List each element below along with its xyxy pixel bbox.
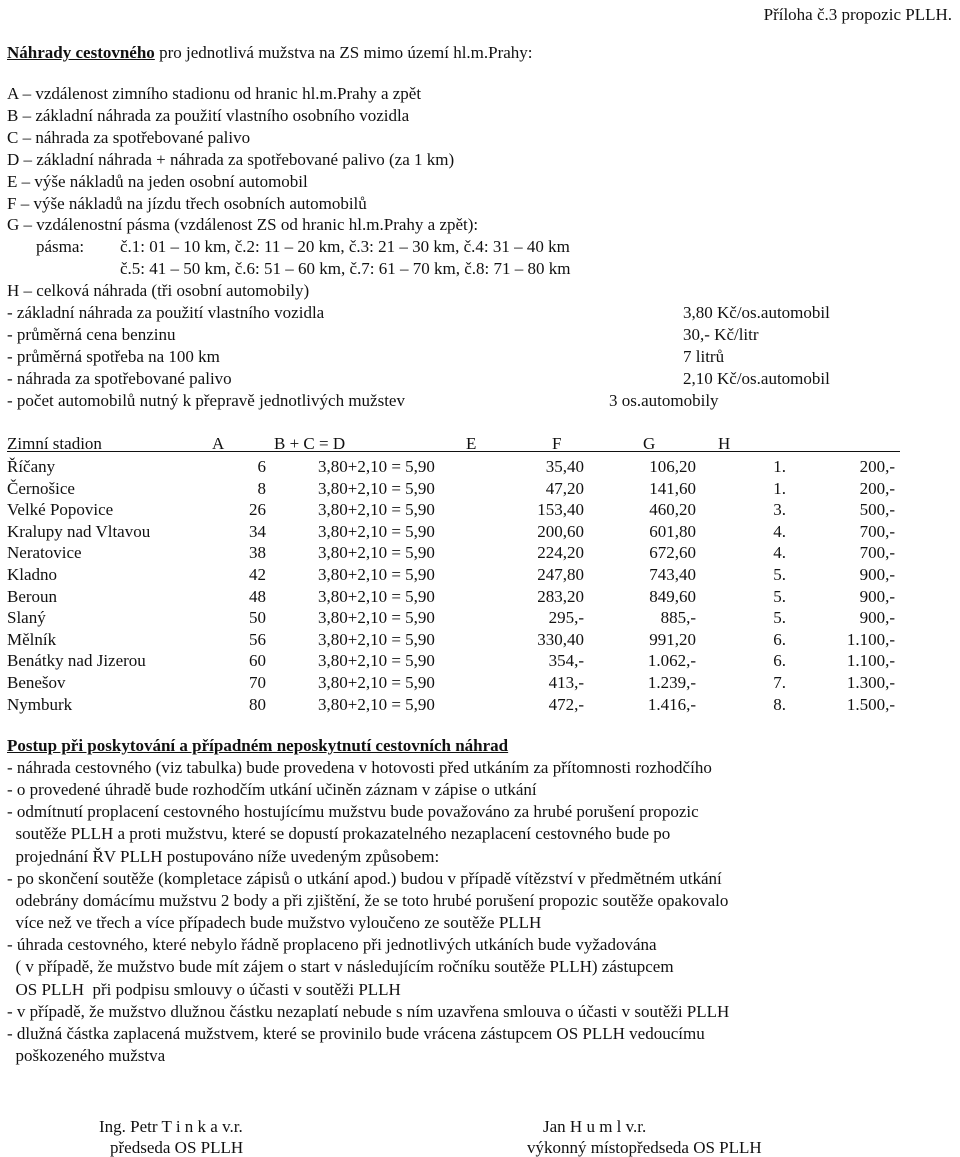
zones-line-1: č.1: 01 – 10 km, č.2: 11 – 20 km, č.3: 21 – 30 km, č.4: 31 – 40 km xyxy=(120,237,570,256)
cell-stadium: Neratovice xyxy=(7,543,82,563)
cell-a: 8 xyxy=(257,478,266,498)
table-header-rule xyxy=(7,451,900,452)
cell-bcd: 3,80+2,10 = 5,90 xyxy=(318,651,435,671)
cell-g: 5. xyxy=(773,565,786,584)
cell-e: 283,20 xyxy=(537,586,584,606)
cell-h: 500,- xyxy=(859,500,895,520)
procedure-line: - dlužná částka zaplacená mužstvem, které se provinilo bude vrácena zástupcem OS PLLH vedoucímu xyxy=(7,1023,705,1043)
header-e: E xyxy=(466,434,477,453)
param-value: 30,- Kč/litr xyxy=(683,325,759,344)
cell-bcd: 3,80+2,10 = 5,90 xyxy=(318,500,435,520)
procedure-line: odebrány domácímu mužstvu 2 body a při zjištění, že se toto hrubé porušení propozic soutěže opakovalo xyxy=(7,890,729,910)
cell-stadium: Beroun xyxy=(7,586,58,606)
cell-bcd: 3,80+2,10 = 5,90 xyxy=(318,565,435,584)
procedure-line: - úhrada cestovného, které nebylo řádně proplaceno při jednotlivých utkáních bude vyžadována xyxy=(7,935,657,955)
procedure-title: Postup při poskytování a případném neposkytnutí cestovních náhrad xyxy=(7,736,509,755)
signature-role: předseda OS PLLH xyxy=(110,1138,244,1157)
cell-g: 5. xyxy=(773,586,786,606)
cell-a: 48 xyxy=(249,586,266,606)
cell-f: 743,40 xyxy=(649,565,696,584)
cell-a: 50 xyxy=(249,608,266,628)
cell-a: 60 xyxy=(249,651,266,671)
zones-line-2: č.5: 41 – 50 km, č.6: 51 – 60 km, č.7: 61 – 70 km, č.8: 71 – 80 km xyxy=(120,259,571,278)
cell-stadium: Benátky nad Jizerou xyxy=(7,651,146,671)
page-title-rest: pro jednotlivá mužstva na ZS mimo území hl.m.Prahy: xyxy=(154,43,533,62)
signature-name: Jan H u m l v.r. xyxy=(543,1117,647,1136)
procedure-line: ( v případě, že mužstvo bude mít zájem o start v následujícím ročníku soutěže PLLH) zástupcem xyxy=(7,957,674,977)
cell-f: 601,80 xyxy=(649,521,696,541)
cell-stadium: Slaný xyxy=(7,608,46,628)
cell-g: 8. xyxy=(773,694,786,714)
procedure-line: - náhrada cestovného (viz tabulka) bude provedena v hotovosti před utkáním za přítomnosti rozhodčího xyxy=(7,758,712,777)
cell-h: 900,- xyxy=(859,608,895,628)
param-value: 7 litrů xyxy=(683,347,725,366)
param-label: - průměrná spotřeba na 100 km xyxy=(7,347,220,366)
cell-e: 153,40 xyxy=(537,500,584,520)
cell-a: 26 xyxy=(249,500,266,520)
cell-g: 7. xyxy=(773,673,786,692)
procedure-line: poškozeného mužstva xyxy=(7,1045,166,1065)
cell-f: 1.062,- xyxy=(647,651,696,671)
legend-item-c: C – náhrada za spotřebované palivo xyxy=(7,128,251,147)
cell-e: 224,20 xyxy=(537,543,584,563)
cell-f: 849,60 xyxy=(649,586,696,606)
cell-bcd: 3,80+2,10 = 5,90 xyxy=(318,543,435,563)
cell-a: 34 xyxy=(249,521,266,541)
signature-role: výkonný místopředseda OS PLLH xyxy=(527,1138,762,1157)
procedure-line: projednání ŘV PLLH postupováno níže uvedeným způsobem: xyxy=(7,846,440,866)
param-value: 3 os.automobily xyxy=(609,391,719,410)
cell-g: 6. xyxy=(773,629,786,649)
cell-a: 70 xyxy=(249,673,266,692)
cell-h: 700,- xyxy=(859,521,895,541)
legend-item-f: F – výše nákladů na jízdu třech osobních automobilů xyxy=(7,194,367,213)
cell-e: 472,- xyxy=(548,694,584,714)
legend-item-g: G – vzdálenostní pásma (vzdálenost ZS od hranic hl.m.Prahy a zpět): xyxy=(7,215,479,234)
param-value: 3,80 Kč/os.automobil xyxy=(683,303,830,322)
cell-bcd: 3,80+2,10 = 5,90 xyxy=(318,478,435,498)
cell-f: 1.416,- xyxy=(647,694,696,714)
cell-bcd: 3,80+2,10 = 5,90 xyxy=(318,521,435,541)
legend-item-b: B – základní náhrada za použití vlastního osobního vozidla xyxy=(7,106,410,125)
cell-a: 80 xyxy=(249,694,266,714)
cell-bcd: 3,80+2,10 = 5,90 xyxy=(318,586,435,606)
cell-stadium: Benešov xyxy=(7,673,66,692)
cell-stadium: Nymburk xyxy=(7,694,73,714)
header-h: H xyxy=(718,434,731,453)
cell-f: 991,20 xyxy=(649,629,696,649)
legend-item-h: H – celková náhrada (tři osobní automobily) xyxy=(7,281,310,300)
cell-bcd: 3,80+2,10 = 5,90 xyxy=(318,629,435,649)
cell-bcd: 3,80+2,10 = 5,90 xyxy=(318,608,435,628)
zones-label: pásma: xyxy=(36,237,85,256)
cell-a: 38 xyxy=(249,543,266,563)
cell-g: 4. xyxy=(773,543,786,563)
header-stadium: Zimní stadion xyxy=(7,434,102,453)
cell-a: 42 xyxy=(249,565,266,584)
cell-e: 413,- xyxy=(548,673,584,692)
header-g: G xyxy=(643,434,656,453)
page-title-main: Náhrady cestovného xyxy=(7,43,155,62)
cell-stadium: Černošice xyxy=(7,478,75,498)
cell-f: 106,20 xyxy=(649,457,696,476)
cell-f: 141,60 xyxy=(649,478,696,498)
cell-g: 4. xyxy=(773,521,786,541)
cell-g: 5. xyxy=(773,608,786,628)
cell-e: 330,40 xyxy=(537,629,584,649)
legend-item-a: A – vzdálenost zimního stadionu od hranic hl.m.Prahy a zpět xyxy=(7,84,422,103)
param-label: - náhrada za spotřebované palivo xyxy=(7,369,232,388)
cell-g: 3. xyxy=(773,500,786,520)
cell-g: 1. xyxy=(773,478,786,498)
cell-h: 1.300,- xyxy=(846,673,895,692)
cell-e: 47,20 xyxy=(545,478,584,498)
cell-h: 1.500,- xyxy=(846,694,895,714)
cell-a: 6 xyxy=(257,457,266,476)
cell-e: 295,- xyxy=(548,608,584,628)
cell-h: 1.100,- xyxy=(846,629,895,649)
cell-h: 900,- xyxy=(859,565,895,584)
cell-h: 900,- xyxy=(859,586,895,606)
cell-f: 460,20 xyxy=(649,500,696,520)
header-a: A xyxy=(212,434,225,453)
page-title xyxy=(7,44,533,61)
param-label: - základní náhrada za použití vlastního vozidla xyxy=(7,303,325,322)
cell-g: 6. xyxy=(773,651,786,671)
legend-item-d: D – základní náhrada + náhrada za spotřebované palivo (za 1 km) xyxy=(7,150,455,169)
cell-bcd: 3,80+2,10 = 5,90 xyxy=(318,673,435,692)
cell-bcd: 3,80+2,10 = 5,90 xyxy=(318,694,435,714)
signature-name: Ing. Petr T i n k a v.r. xyxy=(99,1117,243,1136)
legend-item-e: E – výše nákladů na jeden osobní automobil xyxy=(7,172,308,191)
procedure-line: - odmítnutí proplacení cestovného hostujícímu mužstvu bude považováno za hrubé porušení propozic xyxy=(7,802,699,822)
cell-f: 672,60 xyxy=(649,543,696,563)
procedure-line: - v případě, že mužstvo dlužnou částku nezaplatí nebude s ním uzavřena smlouva o účasti v soutěži PLLH xyxy=(7,1001,730,1021)
cell-h: 700,- xyxy=(859,543,895,563)
procedure-line: více než ve třech a více případech bude mužstvo vyloučeno ze soutěže PLLH xyxy=(7,913,542,933)
procedure-line: - o provedené úhradě bude rozhodčím utkání učiněn záznam v zápise o utkání xyxy=(7,780,537,800)
cell-stadium: Velké Popovice xyxy=(7,500,114,520)
cell-h: 200,- xyxy=(859,457,895,476)
cell-bcd: 3,80+2,10 = 5,90 xyxy=(318,457,435,476)
param-value: 2,10 Kč/os.automobil xyxy=(683,369,830,388)
header-f: F xyxy=(552,434,562,453)
cell-h: 1.100,- xyxy=(846,651,895,671)
procedure-line: soutěže PLLH a proti mužstvu, které se dopustí prokazatelného nezaplacení cestovného bude po xyxy=(7,824,671,844)
cell-e: 354,- xyxy=(548,651,584,671)
cell-h: 200,- xyxy=(859,478,895,498)
header-bcd: B + C = D xyxy=(274,434,346,453)
procedure-line: - po skončení soutěže (kompletace zápisů o utkání apod.) budou v případě vítězství v předmětném utkání xyxy=(7,868,722,888)
appendix-label: Příloha č.3 propozic PLLH. xyxy=(763,5,952,24)
cell-e: 35,40 xyxy=(545,457,584,476)
cell-g: 1. xyxy=(773,457,786,476)
cell-stadium: Mělník xyxy=(7,629,57,649)
cell-stadium: Říčany xyxy=(7,457,56,476)
cell-stadium: Kralupy nad Vltavou xyxy=(7,521,151,541)
cell-f: 885,- xyxy=(660,608,696,628)
cell-e: 200,60 xyxy=(537,521,584,541)
param-label: - průměrná cena benzinu xyxy=(7,325,176,344)
param-label: - počet automobilů nutný k přepravě jednotlivých mužstev xyxy=(7,391,405,410)
cell-stadium: Kladno xyxy=(7,565,58,584)
cell-e: 247,80 xyxy=(537,565,584,584)
cell-a: 56 xyxy=(249,629,266,649)
cell-f: 1.239,- xyxy=(647,673,696,692)
procedure-line: OS PLLH při podpisu smlouvy o účasti v soutěži PLLH xyxy=(7,979,401,999)
